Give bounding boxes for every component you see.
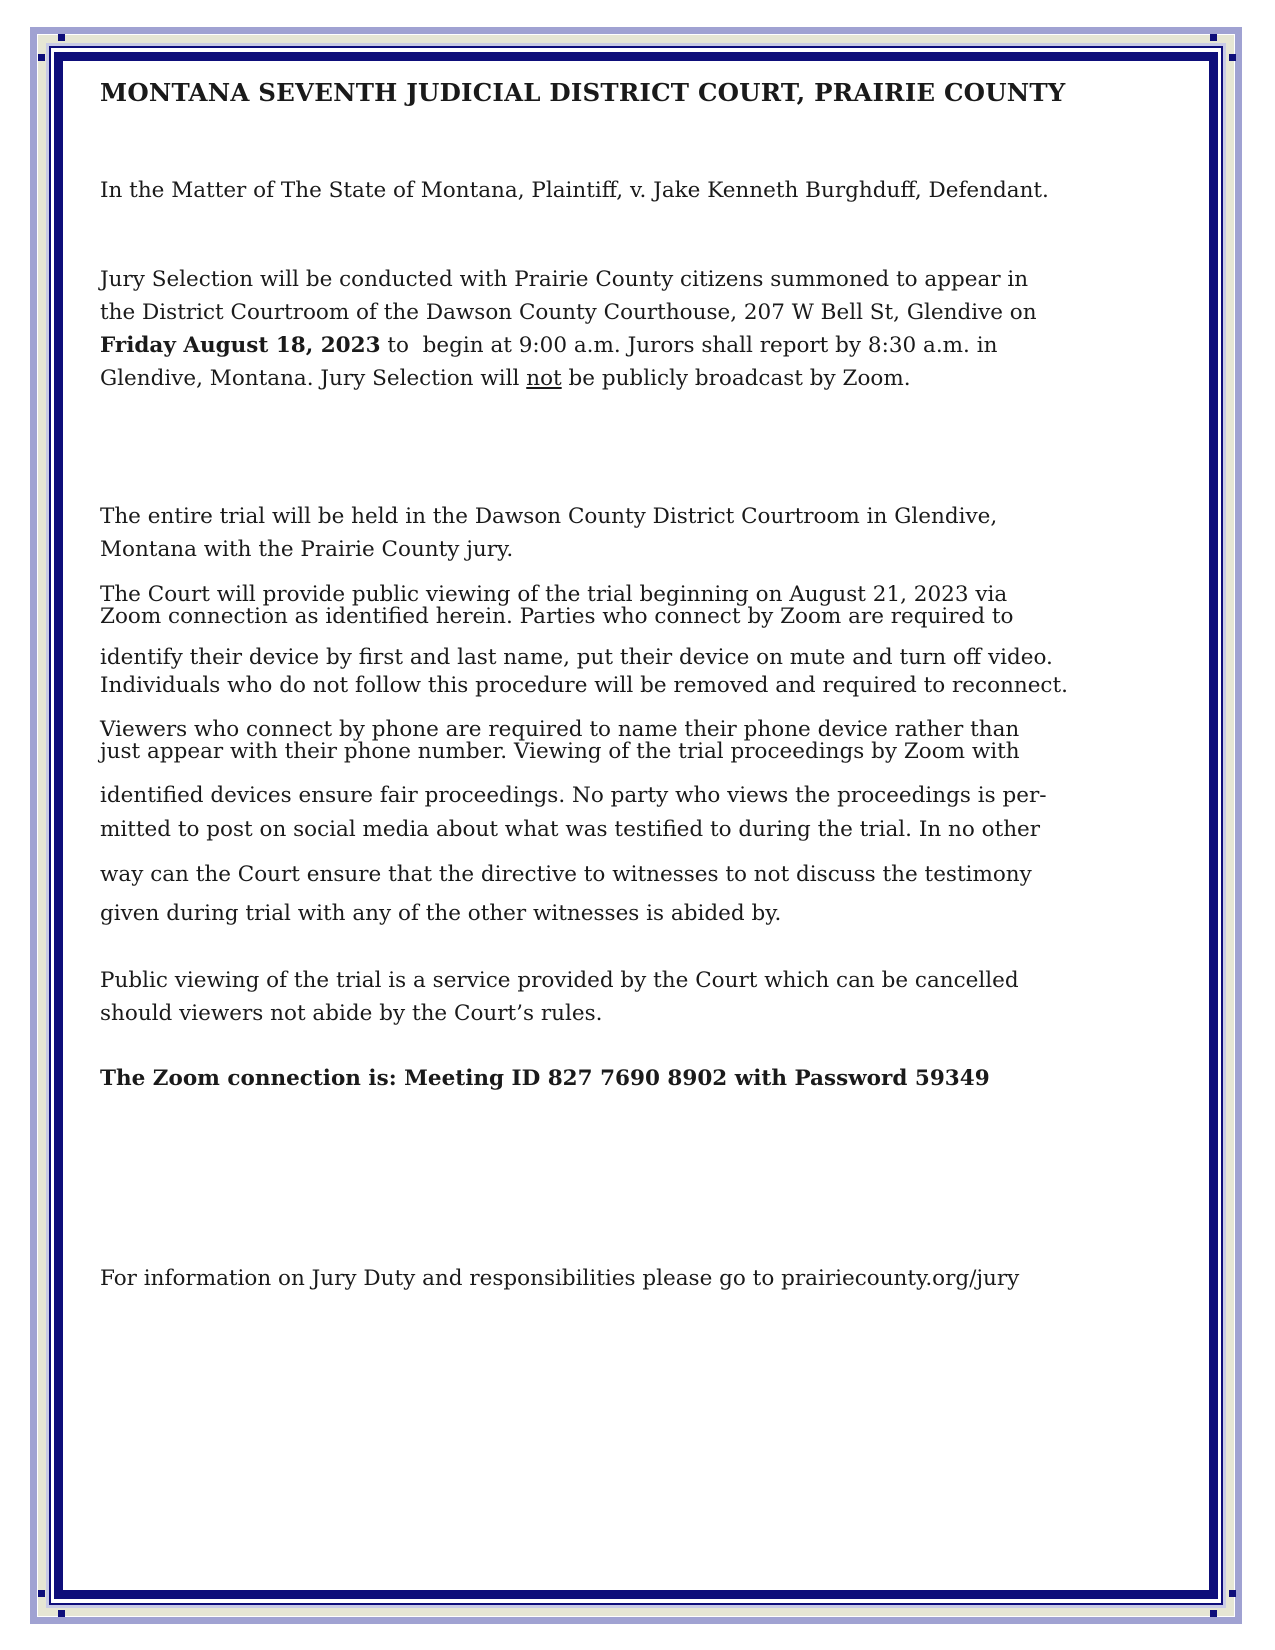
corner-ornament	[38, 1590, 45, 1597]
service-line: should viewers not abide by the Court’s rules.	[100, 1001, 603, 1026]
trial-line: The entire trial will be held in the Dawson County District Courtroom in Glendive,	[100, 504, 998, 529]
phone-line: mitted to post on social media about what was testified to during the trial. In no other	[100, 817, 1041, 842]
case-matter-text: In the Matter of The State of Montana, Plaintiff, v. Jake Kenneth Burghduff, Defendant.	[100, 178, 1049, 203]
trial-location-paragraph	[100, 500, 1180, 566]
case-matter	[100, 174, 1180, 207]
viewing-line: Zoom connection as identified herein. Parties who connect by Zoom are required to	[100, 604, 1014, 629]
corner-ornament	[1229, 1590, 1236, 1597]
not-emphasis: not	[526, 366, 562, 391]
corner-ornament	[1229, 54, 1236, 61]
viewing-line: Individuals who do not follow this procedure will be removed and required to reconnect.	[100, 673, 1068, 698]
jury-line-text: Glendive, Montana. Jury Selection will	[100, 366, 527, 391]
jury-date: Friday August 18, 2023	[100, 333, 381, 358]
phone-line: identified devices ensure fair proceedings. No party who views the proceedings is per-	[100, 783, 1047, 808]
corner-ornament	[58, 1610, 65, 1617]
corner-ornament	[1210, 34, 1217, 41]
corner-ornament	[1210, 1610, 1217, 1617]
jury-info-paragraph	[100, 1262, 1180, 1295]
corner-ornament	[38, 54, 45, 61]
viewing-line: identify their device by first and last name, put their device on mute and turn off video.	[100, 645, 1053, 670]
jury-line: Jury Selection will be conducted with Prairie County citizens summoned to appear in	[100, 267, 1029, 292]
zoom-connection-details: The Zoom connection is: Meeting ID 827 7690 8902 with Password 59349	[100, 1066, 990, 1091]
service-line: Public viewing of the trial is a service provided by the Court which can be cancelled	[100, 968, 1019, 993]
jury-line	[100, 329, 1180, 362]
jury-line	[100, 362, 1180, 395]
corner-ornament	[58, 34, 65, 41]
court-heading: MONTANA SEVENTH JUDICIAL DISTRICT COURT, PRAIRIE COUNTY	[100, 78, 1066, 107]
phone-line: given during trial with any of the other witnesses is abided by.	[100, 901, 782, 926]
jury-selection-paragraph	[100, 263, 1180, 395]
service-paragraph	[100, 964, 1180, 1030]
phone-line: Viewers who connect by phone are required to name their phone device rather than	[100, 717, 1020, 742]
phone-line: just appear with their phone number. Viewing of the trial proceedings by Zoom with	[100, 739, 1020, 764]
public-viewing-paragraph	[100, 584, 1180, 699]
phone-line: way can the Court ensure that the directive to witnesses to not discuss the testimony	[100, 862, 1032, 887]
jury-line: the District Courtroom of the Dawson County Courthouse, 207 W Bell St, Glendive on	[100, 300, 1037, 325]
trial-line: Montana with the Prairie County jury.	[100, 537, 514, 562]
jury-info-text: For information on Jury Duty and responsibilities please go to prairiecounty.org/jury	[100, 1266, 1020, 1291]
jury-line-text: to begin at 9:00 a.m. Jurors shall report by 8:30 a.m. in	[380, 333, 998, 358]
jury-line-text: be publicly broadcast by Zoom.	[561, 366, 911, 391]
phone-viewers-paragraph	[100, 719, 1180, 931]
viewing-line: The Court will provide public viewing of the trial beginning on August 21, 2023 via	[100, 582, 1008, 607]
